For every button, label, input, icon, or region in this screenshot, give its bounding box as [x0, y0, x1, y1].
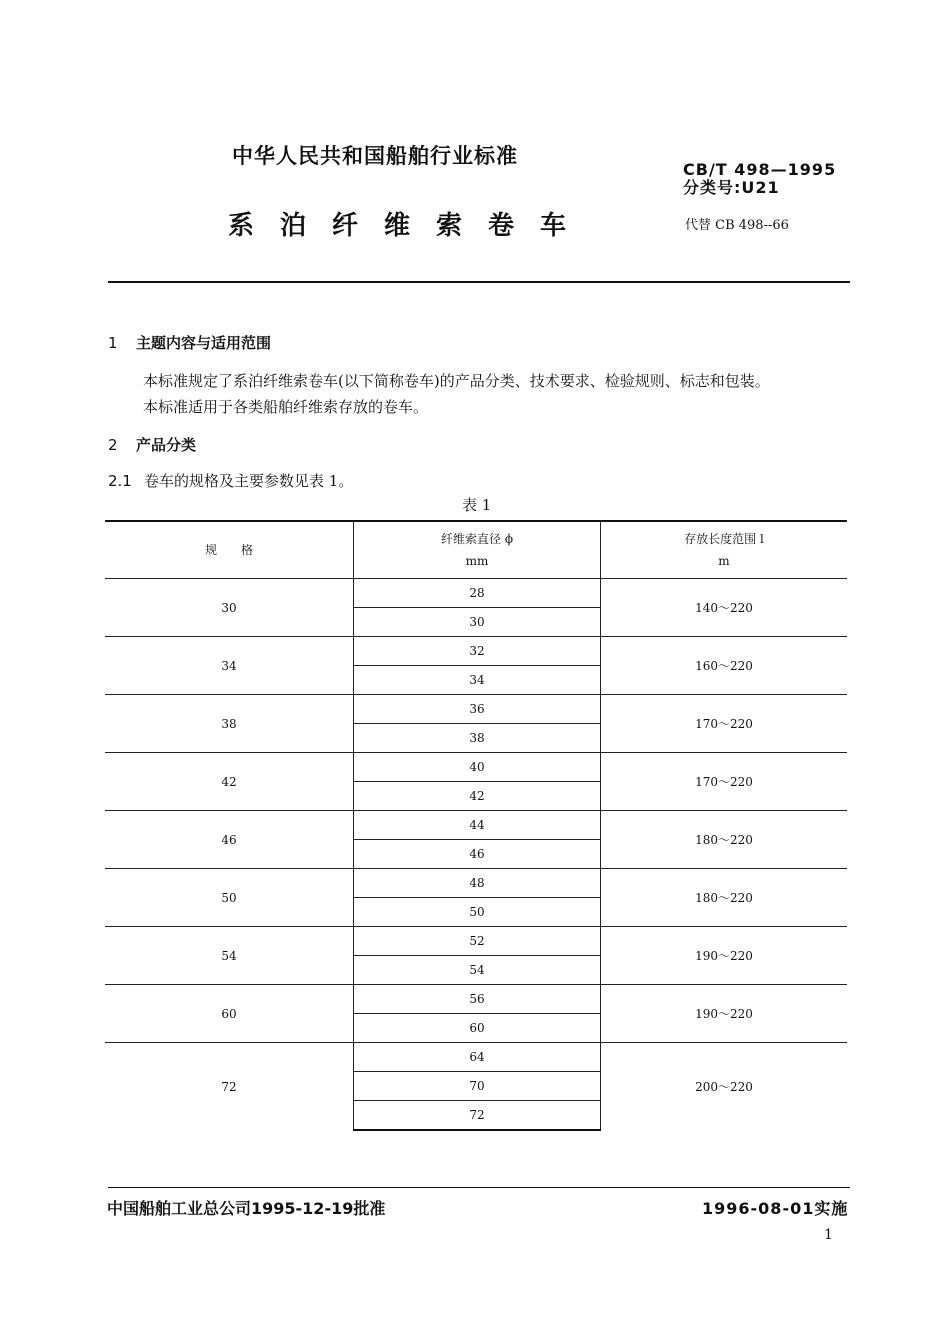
diameter-cell: 38 [354, 724, 601, 753]
replaces-note: 代替 CB 498--66 [685, 218, 789, 233]
standard-code: CB/T 498—1995 [683, 160, 837, 179]
header-diameter-label: 纤维索直径 ϕ [441, 532, 513, 546]
footer-divider [108, 1187, 850, 1188]
spec-table [105, 520, 847, 1131]
approval-note: 中国船舶工业总公司1995-12-19批准 [107, 1199, 386, 1218]
spec-cell: 38 [105, 695, 354, 753]
diameter-cell: 50 [354, 898, 601, 927]
table-header-row [105, 521, 847, 579]
table-row [105, 637, 847, 666]
clause-2-1 [108, 470, 353, 491]
diameter-cell: 70 [354, 1072, 601, 1101]
spec-cell: 46 [105, 811, 354, 869]
header-divider [108, 281, 850, 283]
section-1-number: 1 [108, 334, 118, 352]
table-row [105, 695, 847, 724]
section-2-title: 产品分类 [136, 436, 197, 454]
diameter-cell: 46 [354, 840, 601, 869]
doc-title: 系泊纤维索卷车 [228, 211, 593, 241]
spec-cell: 42 [105, 753, 354, 811]
spec-cell: 54 [105, 927, 354, 985]
table-caption: 表 1 [462, 496, 492, 514]
diameter-cell: 28 [354, 579, 601, 608]
diameter-cell: 42 [354, 782, 601, 811]
section-1-para-2: 本标准适用于各类船舶纤维索存放的卷车。 [143, 398, 429, 416]
length-range-cell: 180～220 [601, 869, 848, 927]
diameter-cell: 54 [354, 956, 601, 985]
header-diameter [354, 521, 601, 579]
spec-cell: 34 [105, 637, 354, 695]
diameter-cell: 40 [354, 753, 601, 782]
spec-cell: 72 [105, 1043, 354, 1131]
diameter-cell: 60 [354, 1014, 601, 1043]
section-1-para-1: 本标准规定了系泊纤维索卷车(以下简称卷车)的产品分类、技术要求、检验规则、标志和包装。 [143, 372, 770, 390]
classification-code: 分类号:U21 [683, 178, 780, 197]
implementation-note: 1996-08-01实施 [702, 1199, 849, 1218]
section-2-number: 2 [108, 436, 118, 454]
page-number: 1 [824, 1227, 833, 1243]
table-row [105, 811, 847, 840]
diameter-cell: 72 [354, 1101, 601, 1131]
diameter-cell: 52 [354, 927, 601, 956]
diameter-cell: 30 [354, 608, 601, 637]
diameter-cell: 32 [354, 637, 601, 666]
length-range-cell: 180～220 [601, 811, 848, 869]
section-2-heading [108, 434, 196, 455]
length-range-cell: 160～220 [601, 637, 848, 695]
header-spec: 规 格 [105, 521, 354, 579]
header-length [601, 521, 848, 579]
diameter-cell: 44 [354, 811, 601, 840]
length-range-cell: 190～220 [601, 927, 848, 985]
diameter-cell: 48 [354, 869, 601, 898]
section-1-title: 主题内容与适用范围 [136, 334, 272, 352]
table-row [105, 753, 847, 782]
length-range-cell: 140～220 [601, 579, 848, 637]
table-row [105, 927, 847, 956]
diameter-cell: 64 [354, 1043, 601, 1072]
table-row [105, 1043, 847, 1072]
header-diameter-unit: mm [465, 554, 489, 568]
clause-2-1-text: 卷车的规格及主要参数见表 1。 [144, 472, 354, 490]
diameter-cell: 36 [354, 695, 601, 724]
header-length-label: 存放长度范围 l [684, 532, 764, 546]
spec-cell: 60 [105, 985, 354, 1043]
table-row [105, 985, 847, 1014]
clause-2-1-number: 2.1 [108, 472, 132, 490]
header-length-unit: m [718, 554, 730, 568]
length-range-cell: 170～220 [601, 695, 848, 753]
diameter-cell: 34 [354, 666, 601, 695]
section-1-heading [108, 332, 271, 353]
diameter-cell: 56 [354, 985, 601, 1014]
length-range-cell: 190～220 [601, 985, 848, 1043]
org-title: 中华人民共和国船舶行业标准 [232, 144, 518, 168]
length-range-cell: 170～220 [601, 753, 848, 811]
spec-cell: 50 [105, 869, 354, 927]
spec-cell: 30 [105, 579, 354, 637]
standard-code-block [683, 161, 836, 197]
table-row [105, 579, 847, 608]
length-range-cell: 200～220 [601, 1043, 848, 1131]
table-row [105, 869, 847, 898]
